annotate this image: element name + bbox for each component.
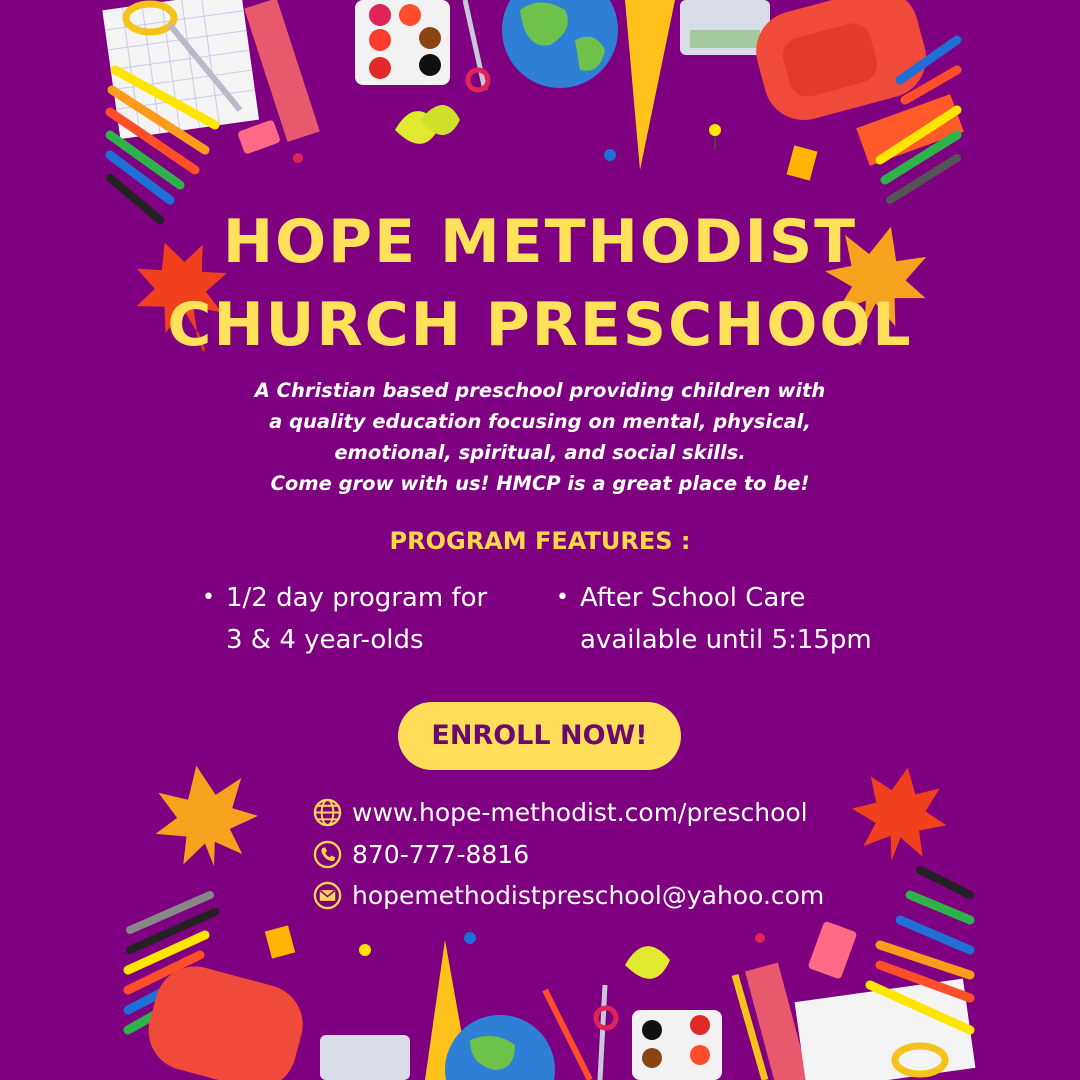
- envelope-icon: [312, 880, 343, 911]
- contact-phone[interactable]: [312, 837, 529, 871]
- enroll-now-button[interactable]: ENROLL NOW!: [398, 702, 681, 770]
- description-line: emotional, spiritual, and social skills.: [334, 441, 746, 464]
- page-title-line-2: CHURCH PRESCHOOL: [167, 290, 913, 360]
- email-link[interactable]: hopemethodistpreschool@yahoo.com: [352, 880, 825, 910]
- description-line: a quality education focusing on mental, physical,: [269, 410, 811, 433]
- feature-line: available until 5:15pm: [580, 625, 872, 655]
- backpack-illustration: [747, 0, 935, 129]
- bullet-icon: •: [202, 585, 215, 610]
- website-link[interactable]: www.hope-methodist.com/preschool: [352, 797, 808, 827]
- feature-line: After School Care: [580, 583, 806, 613]
- autumn-leaf-bottom-right: [844, 759, 955, 869]
- feature-line: 1/2 day program for: [226, 583, 488, 613]
- phone-number[interactable]: 870-777-8816: [352, 839, 530, 869]
- bullet-icon: •: [556, 585, 569, 610]
- feature-line: 3 & 4 year-olds: [226, 625, 424, 655]
- feature-item: [556, 577, 872, 661]
- globe-illustration: [502, 0, 618, 88]
- contact-website[interactable]: [312, 795, 808, 829]
- phone-icon: [312, 839, 343, 870]
- description-line: A Christian based preschool providing children with: [254, 379, 826, 402]
- globe-icon: [312, 797, 343, 828]
- contact-email[interactable]: [312, 878, 824, 912]
- paint-palette-icon: [355, 0, 450, 85]
- description-line: Come grow with us! HMCP is a great place to be!: [270, 472, 810, 495]
- features-heading: PROGRAM FEATURES :: [389, 527, 691, 555]
- page-title-line-1: HOPE METHODIST: [222, 207, 858, 277]
- globe-illustration-bottom: [445, 1015, 555, 1080]
- description: [0, 375, 1080, 499]
- top-supplies: [102, 0, 963, 220]
- feature-item: [202, 577, 488, 661]
- autumn-leaf-bottom-left: [145, 757, 265, 876]
